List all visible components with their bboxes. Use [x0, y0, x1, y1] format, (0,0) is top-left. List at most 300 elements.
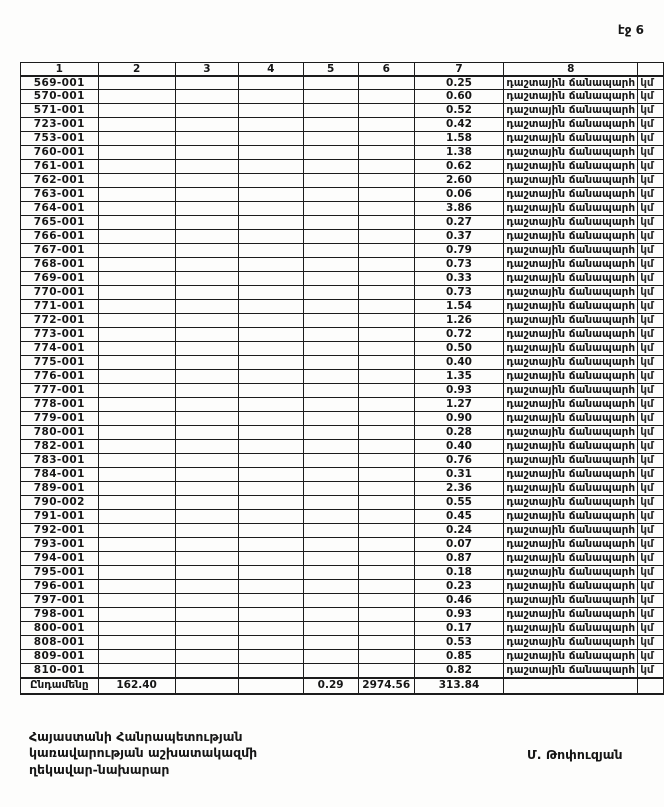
empty-cell-col6: [358, 104, 414, 118]
road-id-cell: 798-001: [21, 608, 99, 622]
road-length-cell: 0.28: [414, 426, 504, 440]
table-row: [21, 146, 664, 160]
empty-cell-col6: [358, 440, 414, 454]
road-type-cell: դաշտային ճանապարհ: [504, 342, 638, 356]
unit-label: կմ: [638, 370, 664, 384]
empty-cell-col4: [239, 118, 303, 132]
road-type-cell: դաշտային ճանապարհ: [504, 258, 638, 272]
unit-label: կմ: [638, 342, 664, 356]
unit-label: կմ: [638, 412, 664, 426]
empty-cell-col3: [175, 650, 238, 664]
empty-cell-col2: [98, 510, 175, 524]
empty-cell-col4: [239, 552, 303, 566]
table-row: [21, 202, 664, 216]
empty-cell-col2: [98, 594, 175, 608]
road-type-cell: դաշտային ճանապարհ: [504, 622, 638, 636]
empty-cell-col4: [239, 328, 303, 342]
road-length-cell: 1.35: [414, 370, 504, 384]
empty-cell-col6: [358, 482, 414, 496]
road-id-cell: 771-001: [21, 300, 99, 314]
road-length-cell: 0.73: [414, 258, 504, 272]
column-header-5: 5: [303, 63, 358, 76]
empty-cell-col2: [98, 328, 175, 342]
empty-cell-col5: [303, 650, 358, 664]
empty-cell-col3: [175, 426, 238, 440]
empty-cell-col3: [175, 146, 238, 160]
empty-cell-col3: [175, 230, 238, 244]
road-type-cell: դաշտային ճանապարհ: [504, 90, 638, 104]
road-id-cell: 773-001: [21, 328, 99, 342]
table-row: [21, 594, 664, 608]
footer-official-title: [29, 729, 257, 778]
road-type-cell: դաշտային ճանապարհ: [504, 650, 638, 664]
empty-cell-col6: [358, 426, 414, 440]
table-row: [21, 566, 664, 580]
road-type-cell: դաշտային ճանապարհ: [504, 370, 638, 384]
unit-label: կմ: [638, 384, 664, 398]
footer-line-2: կառավարության աշխատակազմի: [29, 745, 258, 761]
road-length-cell: 0.33: [414, 272, 504, 286]
road-length-cell: 0.50: [414, 342, 504, 356]
empty-cell-col6: [358, 216, 414, 230]
empty-cell-col3: [175, 510, 238, 524]
road-id-cell: 775-001: [21, 356, 99, 370]
unit-label: կմ: [638, 398, 664, 412]
empty-cell-col4: [239, 216, 303, 230]
empty-cell-col5: [303, 258, 358, 272]
unit-label: կմ: [638, 258, 664, 272]
empty-cell-col4: [239, 580, 303, 594]
empty-cell-col4: [239, 244, 303, 258]
table-row: [21, 104, 664, 118]
road-type-cell: դաշտային ճանապարհ: [504, 300, 638, 314]
empty-cell-col3: [175, 664, 238, 678]
road-id-cell: 762-001: [21, 174, 99, 188]
road-type-cell: դաշտային ճանապարհ: [504, 230, 638, 244]
road-id-cell: 800-001: [21, 622, 99, 636]
empty-cell-col6: [358, 258, 414, 272]
table-row: [21, 664, 664, 678]
footer-line-1: Հայաստանի Հանրապետության: [29, 729, 243, 744]
road-length-cell: 0.72: [414, 328, 504, 342]
total-empty-col8: [504, 678, 638, 694]
empty-cell-col3: [175, 608, 238, 622]
road-length-cell: 0.24: [414, 524, 504, 538]
table-row: [21, 76, 664, 90]
road-type-cell: դաշտային ճանապարհ: [504, 272, 638, 286]
empty-cell-col5: [303, 244, 358, 258]
table-row: [21, 216, 664, 230]
table-row: [21, 370, 664, 384]
empty-cell-col4: [239, 412, 303, 426]
road-length-cell: 0.07: [414, 538, 504, 552]
empty-cell-col5: [303, 342, 358, 356]
road-id-cell: 760-001: [21, 146, 99, 160]
empty-cell-col6: [358, 622, 414, 636]
road-id-cell: 810-001: [21, 664, 99, 678]
empty-cell-col4: [239, 356, 303, 370]
table-row: [21, 412, 664, 426]
unit-label: կմ: [638, 118, 664, 132]
empty-cell-col6: [358, 356, 414, 370]
column-header-2: 2: [98, 63, 175, 76]
empty-cell-col6: [358, 188, 414, 202]
empty-cell-col4: [239, 90, 303, 104]
empty-cell-col5: [303, 566, 358, 580]
road-type-cell: դաշտային ճանապարհ: [504, 454, 638, 468]
empty-cell-col5: [303, 146, 358, 160]
road-type-cell: դաշտային ճանապարհ: [504, 636, 638, 650]
empty-cell-col4: [239, 300, 303, 314]
road-type-cell: դաշտային ճանապարհ: [504, 328, 638, 342]
table-row: [21, 272, 664, 286]
empty-cell-col5: [303, 482, 358, 496]
table-row: [21, 188, 664, 202]
empty-cell-col3: [175, 398, 238, 412]
road-type-cell: դաշտային ճանապարհ: [504, 496, 638, 510]
signature-name: Մ. Թոփուզյան: [527, 747, 623, 762]
empty-cell-col4: [239, 174, 303, 188]
road-type-cell: դաշտային ճանապարհ: [504, 580, 638, 594]
empty-cell-col3: [175, 244, 238, 258]
empty-cell-col6: [358, 524, 414, 538]
table-row: [21, 118, 664, 132]
road-id-cell: 753-001: [21, 132, 99, 146]
road-length-cell: 0.62: [414, 160, 504, 174]
road-id-cell: 780-001: [21, 426, 99, 440]
road-length-cell: 0.53: [414, 636, 504, 650]
empty-cell-col6: [358, 664, 414, 678]
unit-label: կմ: [638, 650, 664, 664]
empty-cell-col2: [98, 258, 175, 272]
empty-cell-col5: [303, 524, 358, 538]
empty-cell-col4: [239, 524, 303, 538]
empty-cell-col3: [175, 272, 238, 286]
road-id-cell: 784-001: [21, 468, 99, 482]
empty-cell-col3: [175, 160, 238, 174]
unit-label: կմ: [638, 594, 664, 608]
road-id-cell: 768-001: [21, 258, 99, 272]
empty-cell-col2: [98, 132, 175, 146]
empty-cell-col4: [239, 188, 303, 202]
road-type-cell: դաշտային ճանապարհ: [504, 76, 638, 90]
empty-cell-col6: [358, 132, 414, 146]
table-row: [21, 160, 664, 174]
unit-label: կմ: [638, 510, 664, 524]
empty-cell-col5: [303, 594, 358, 608]
empty-cell-col5: [303, 454, 358, 468]
empty-cell-col4: [239, 650, 303, 664]
unit-label: կմ: [638, 468, 664, 482]
table-row: [21, 384, 664, 398]
empty-cell-col3: [175, 132, 238, 146]
empty-cell-col2: [98, 440, 175, 454]
table-row: [21, 132, 664, 146]
empty-cell-col6: [358, 510, 414, 524]
empty-cell-col2: [98, 482, 175, 496]
unit-label: կմ: [638, 132, 664, 146]
empty-cell-col5: [303, 580, 358, 594]
column-header-7: 7: [414, 63, 504, 76]
unit-label: կմ: [638, 146, 664, 160]
empty-cell-col4: [239, 384, 303, 398]
empty-cell-col3: [175, 538, 238, 552]
page-number-label: էջ 6: [617, 23, 644, 37]
empty-cell-col6: [358, 272, 414, 286]
empty-cell-col3: [175, 342, 238, 356]
road-type-cell: դաշտային ճանապարհ: [504, 524, 638, 538]
empty-cell-col4: [239, 398, 303, 412]
unit-column-spacer: [638, 63, 664, 76]
road-type-cell: դաշտային ճանապարհ: [504, 314, 638, 328]
empty-cell-col3: [175, 482, 238, 496]
road-length-cell: 1.58: [414, 132, 504, 146]
total-unit-spacer: [638, 678, 664, 694]
empty-cell-col2: [98, 454, 175, 468]
road-type-cell: դաշտային ճանապարհ: [504, 552, 638, 566]
empty-cell-col6: [358, 314, 414, 328]
empty-cell-col2: [98, 566, 175, 580]
unit-label: կմ: [638, 230, 664, 244]
table-row: [21, 286, 664, 300]
empty-cell-col4: [239, 342, 303, 356]
road-length-cell: 0.60: [414, 90, 504, 104]
unit-label: կմ: [638, 426, 664, 440]
empty-cell-col6: [358, 342, 414, 356]
empty-cell-col6: [358, 328, 414, 342]
empty-cell-col5: [303, 300, 358, 314]
empty-cell-col5: [303, 356, 358, 370]
empty-cell-col3: [175, 76, 238, 90]
total-empty-col4: [239, 678, 303, 694]
column-header-4: 4: [239, 63, 303, 76]
empty-cell-col5: [303, 608, 358, 622]
road-length-cell: 0.45: [414, 510, 504, 524]
empty-cell-col6: [358, 650, 414, 664]
road-id-cell: 793-001: [21, 538, 99, 552]
road-id-cell: 776-001: [21, 370, 99, 384]
unit-label: կմ: [638, 90, 664, 104]
unit-label: կմ: [638, 328, 664, 342]
empty-cell-col6: [358, 608, 414, 622]
empty-cell-col3: [175, 188, 238, 202]
empty-cell-col6: [358, 468, 414, 482]
unit-label: կմ: [638, 300, 664, 314]
empty-cell-col3: [175, 104, 238, 118]
empty-cell-col4: [239, 258, 303, 272]
table-row: [21, 174, 664, 188]
table-row: [21, 314, 664, 328]
empty-cell-col6: [358, 398, 414, 412]
empty-cell-col2: [98, 622, 175, 636]
empty-cell-col5: [303, 272, 358, 286]
empty-cell-col5: [303, 328, 358, 342]
empty-cell-col2: [98, 76, 175, 90]
empty-cell-col4: [239, 202, 303, 216]
road-type-cell: դաշտային ճանապարհ: [504, 664, 638, 678]
empty-cell-col4: [239, 594, 303, 608]
road-length-cell: 0.31: [414, 468, 504, 482]
table-row: [21, 356, 664, 370]
empty-cell-col5: [303, 622, 358, 636]
empty-cell-col2: [98, 384, 175, 398]
empty-cell-col5: [303, 636, 358, 650]
table-row: [21, 398, 664, 412]
empty-cell-col2: [98, 412, 175, 426]
empty-cell-col3: [175, 636, 238, 650]
empty-cell-col4: [239, 622, 303, 636]
road-id-cell: 764-001: [21, 202, 99, 216]
empty-cell-col5: [303, 160, 358, 174]
table-body: [21, 76, 664, 694]
road-id-cell: 774-001: [21, 342, 99, 356]
road-id-cell: 797-001: [21, 594, 99, 608]
road-length-cell: 0.93: [414, 608, 504, 622]
empty-cell-col6: [358, 146, 414, 160]
empty-cell-col6: [358, 552, 414, 566]
empty-cell-col5: [303, 398, 358, 412]
total-col2-cell: 162.40: [98, 678, 175, 694]
table-row: [21, 342, 664, 356]
table-row: [21, 552, 664, 566]
empty-cell-col3: [175, 468, 238, 482]
empty-cell-col2: [98, 552, 175, 566]
empty-cell-col4: [239, 538, 303, 552]
empty-cell-col2: [98, 608, 175, 622]
empty-cell-col5: [303, 538, 358, 552]
road-id-cell: 767-001: [21, 244, 99, 258]
road-length-cell: 2.60: [414, 174, 504, 188]
empty-cell-col2: [98, 356, 175, 370]
table-row: [21, 538, 664, 552]
empty-cell-col3: [175, 580, 238, 594]
empty-cell-col3: [175, 90, 238, 104]
table-row: [21, 482, 664, 496]
empty-cell-col3: [175, 440, 238, 454]
road-type-cell: դաշտային ճանապարհ: [504, 566, 638, 580]
empty-cell-col4: [239, 286, 303, 300]
road-type-cell: դաշտային ճանապարհ: [504, 118, 638, 132]
road-id-cell: 765-001: [21, 216, 99, 230]
road-type-cell: դաշտային ճանապարհ: [504, 286, 638, 300]
road-length-cell: 0.73: [414, 286, 504, 300]
road-type-cell: դաշտային ճանապարհ: [504, 244, 638, 258]
empty-cell-col2: [98, 188, 175, 202]
empty-cell-col5: [303, 552, 358, 566]
empty-cell-col5: [303, 132, 358, 146]
road-type-cell: դաշտային ճանապարհ: [504, 216, 638, 230]
unit-label: կմ: [638, 538, 664, 552]
road-id-cell: 791-001: [21, 510, 99, 524]
road-length-cell: 0.93: [414, 384, 504, 398]
empty-cell-col4: [239, 314, 303, 328]
road-length-cell: 0.52: [414, 104, 504, 118]
empty-cell-col3: [175, 216, 238, 230]
unit-label: կմ: [638, 174, 664, 188]
road-length-cell: 1.38: [414, 146, 504, 160]
road-id-cell: 790-002: [21, 496, 99, 510]
empty-cell-col2: [98, 370, 175, 384]
road-id-cell: 779-001: [21, 412, 99, 426]
total-empty-col3: [175, 678, 238, 694]
empty-cell-col5: [303, 440, 358, 454]
road-length-cell: 3.86: [414, 202, 504, 216]
empty-cell-col5: [303, 286, 358, 300]
footer-line-3: ղեկավար-նախարար: [29, 761, 170, 777]
table-row: [21, 468, 664, 482]
unit-label: կմ: [638, 636, 664, 650]
empty-cell-col5: [303, 230, 358, 244]
empty-cell-col3: [175, 174, 238, 188]
road-id-cell: 789-001: [21, 482, 99, 496]
unit-label: կմ: [638, 622, 664, 636]
empty-cell-col3: [175, 566, 238, 580]
empty-cell-col6: [358, 300, 414, 314]
unit-label: կմ: [638, 664, 664, 678]
road-length-cell: 1.26: [414, 314, 504, 328]
empty-cell-col4: [239, 496, 303, 510]
empty-cell-col4: [239, 454, 303, 468]
empty-cell-col4: [239, 468, 303, 482]
road-type-cell: դաշտային ճանապարհ: [504, 132, 638, 146]
table-row: [21, 580, 664, 594]
empty-cell-col2: [98, 230, 175, 244]
total-col6-cell: 2974.56: [358, 678, 414, 694]
table-row: [21, 650, 664, 664]
road-type-cell: դաշտային ճանապարհ: [504, 104, 638, 118]
unit-label: կմ: [638, 440, 664, 454]
empty-cell-col5: [303, 426, 358, 440]
empty-cell-col6: [358, 118, 414, 132]
empty-cell-col3: [175, 300, 238, 314]
table-row: [21, 258, 664, 272]
empty-cell-col5: [303, 412, 358, 426]
unit-label: կմ: [638, 160, 664, 174]
empty-cell-col2: [98, 272, 175, 286]
empty-cell-col3: [175, 524, 238, 538]
road-length-cell: 1.27: [414, 398, 504, 412]
empty-cell-col2: [98, 342, 175, 356]
total-label-cell: Ընդամենը: [21, 678, 99, 694]
empty-cell-col4: [239, 76, 303, 90]
road-type-cell: դաշտային ճանապարհ: [504, 510, 638, 524]
empty-cell-col3: [175, 622, 238, 636]
empty-cell-col4: [239, 370, 303, 384]
road-length-cell: 0.25: [414, 76, 504, 90]
road-type-cell: դաշտային ճանապարհ: [504, 384, 638, 398]
empty-cell-col2: [98, 146, 175, 160]
table-row: [21, 608, 664, 622]
table-header: [21, 63, 664, 76]
road-id-cell: 769-001: [21, 272, 99, 286]
empty-cell-col3: [175, 202, 238, 216]
unit-label: կմ: [638, 216, 664, 230]
empty-cell-col4: [239, 146, 303, 160]
empty-cell-col2: [98, 300, 175, 314]
empty-cell-col5: [303, 104, 358, 118]
unit-label: կմ: [638, 580, 664, 594]
road-type-cell: դաշտային ճանապարհ: [504, 188, 638, 202]
empty-cell-col2: [98, 496, 175, 510]
road-length-cell: 0.79: [414, 244, 504, 258]
unit-label: կմ: [638, 104, 664, 118]
road-id-cell: 766-001: [21, 230, 99, 244]
road-type-cell: դաշտային ճանապարհ: [504, 146, 638, 160]
road-id-cell: 796-001: [21, 580, 99, 594]
total-col5-cell: 0.29: [303, 678, 358, 694]
empty-cell-col6: [358, 580, 414, 594]
empty-cell-col3: [175, 594, 238, 608]
